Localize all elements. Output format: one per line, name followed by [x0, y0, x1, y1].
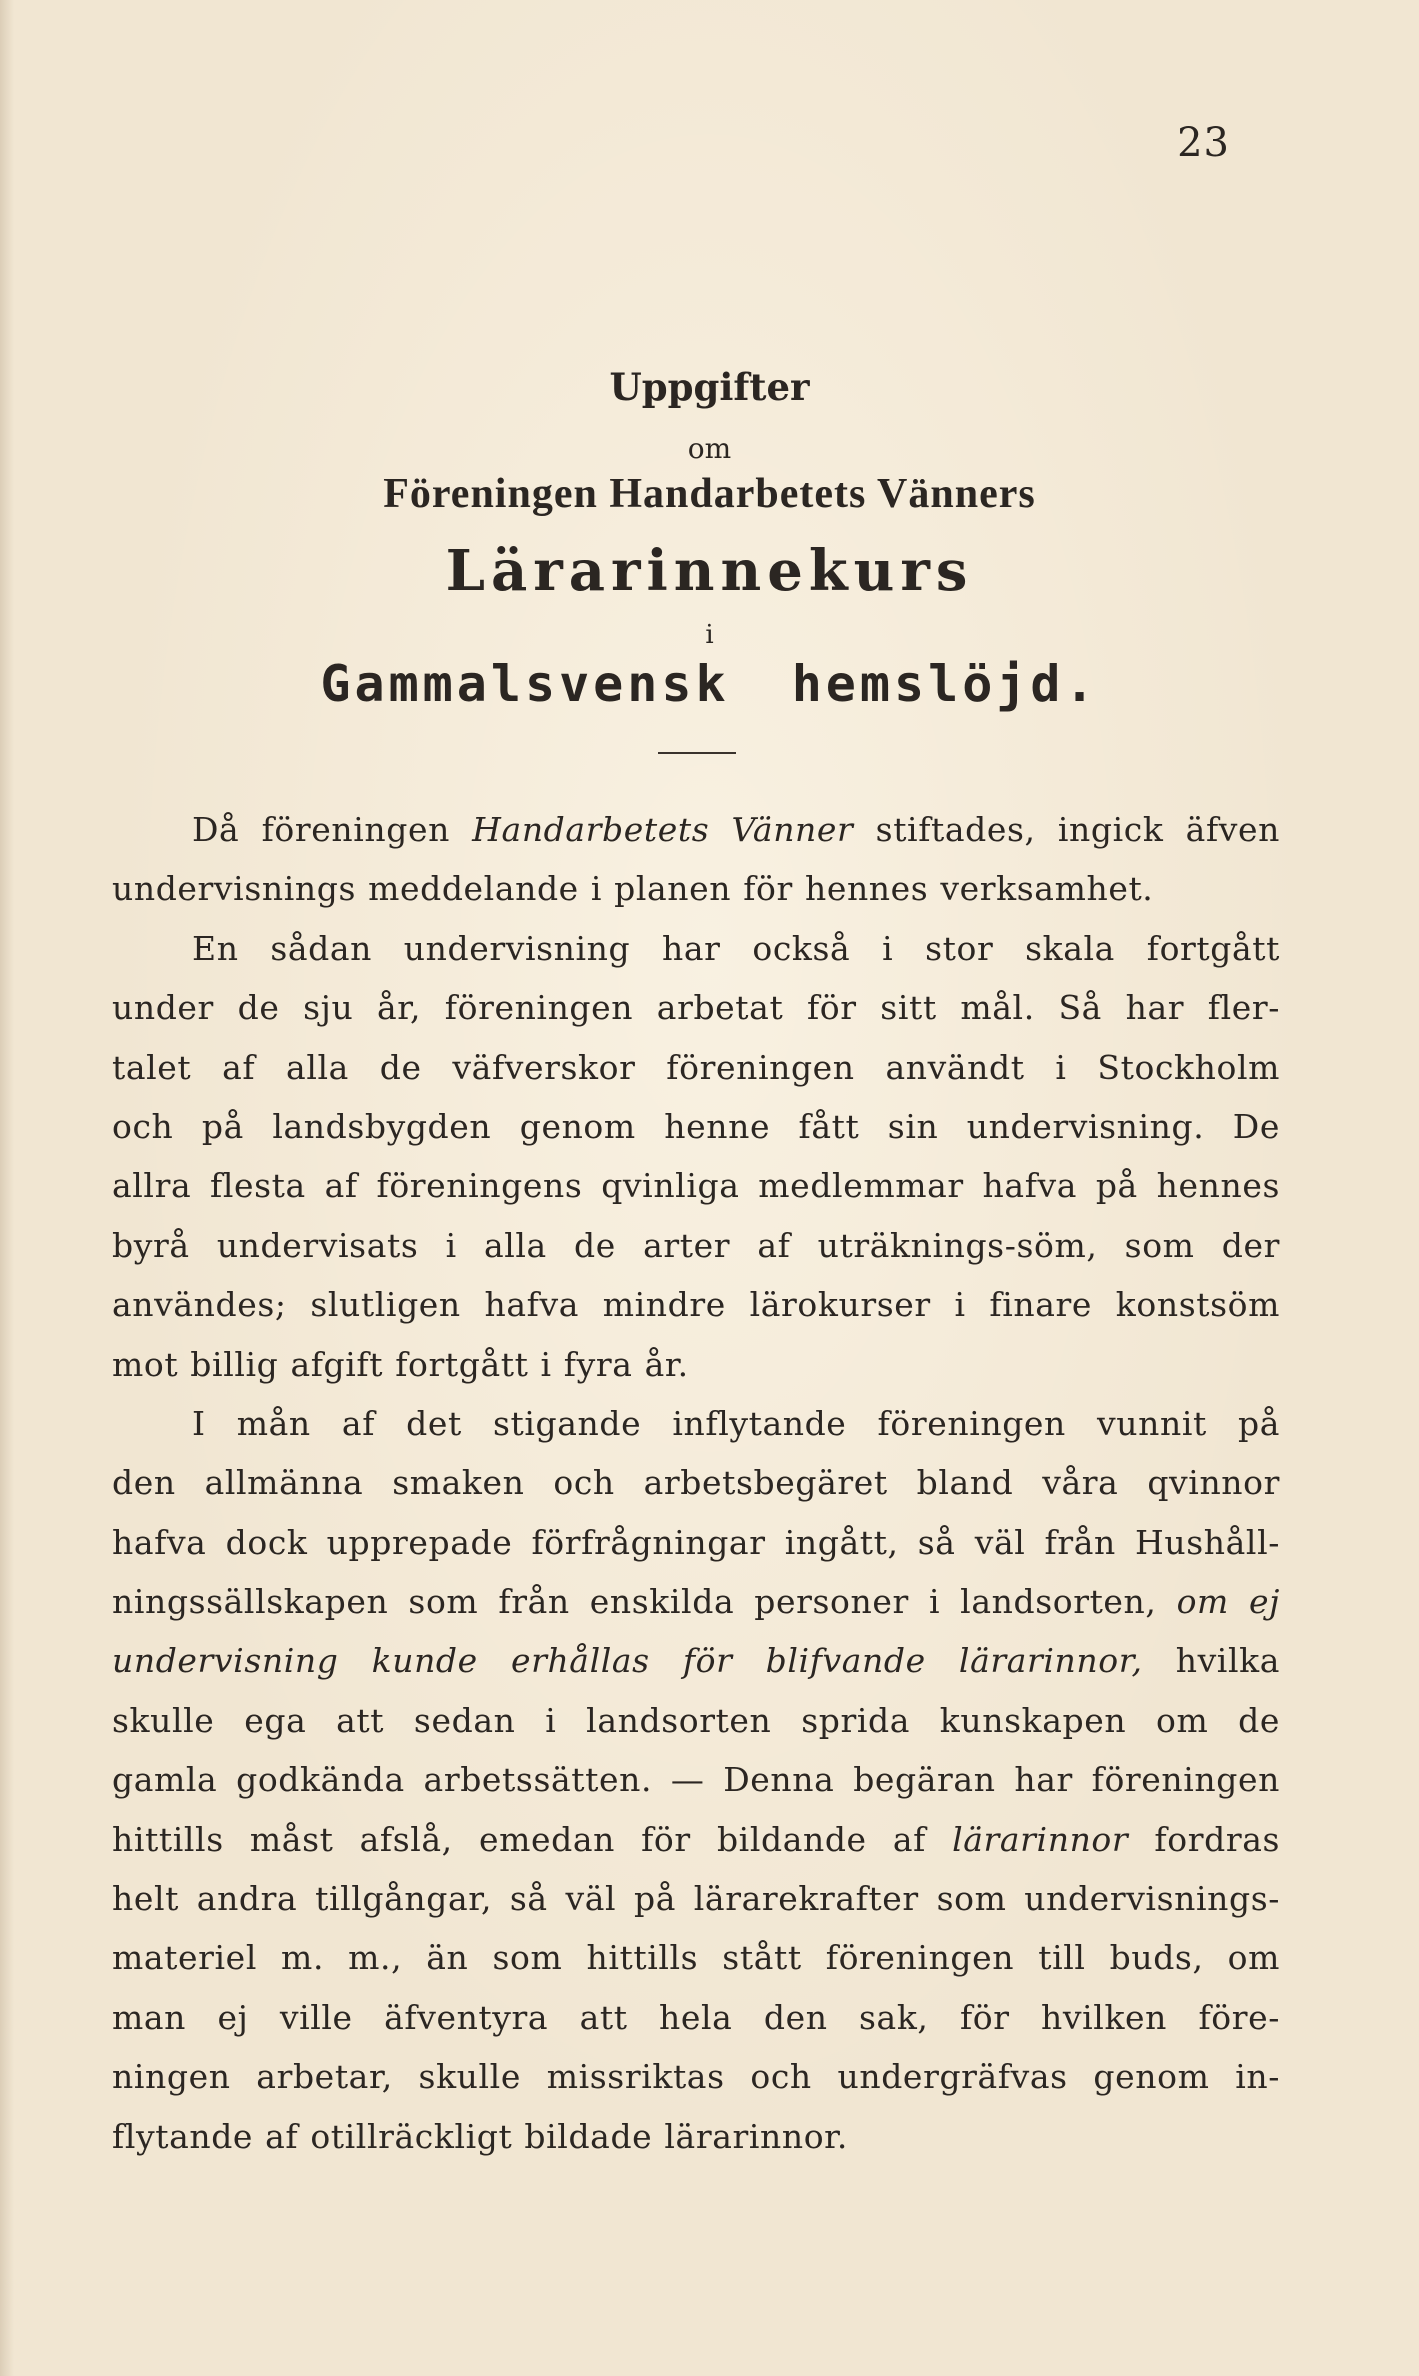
- text-line: flytande af otillräckligt bildade lärarinnor.: [112, 2116, 849, 2156]
- page-number: 23: [1177, 120, 1230, 166]
- text-line: den allmänna smaken och arbetsbegäret bland våra qvinnor: [112, 1463, 1280, 1503]
- title-uppgifter: Uppgifter: [609, 365, 810, 409]
- text-line: hittills måst afslå, emedan för bildande af lärarinnor fordras: [112, 1819, 1281, 1859]
- text-line: man ej ville äfventyra att hela den sak, för hvilken före-: [112, 1997, 1280, 2037]
- text-line: materiel m. m., än som hittills stått föreningen till buds, om: [112, 1938, 1280, 1978]
- text-line: gamla godkända arbetssätten. — Denna begäran har föreningen: [112, 1760, 1280, 1800]
- text-line: allra flesta af föreningens qvinliga medlemmar hafva på hennes: [112, 1166, 1280, 1206]
- text-line: skulle ega att sedan i landsorten sprida kunskapen om de: [112, 1700, 1280, 1740]
- text-line: Då föreningen Handarbetets Vänner stiftades, ingick äfven: [192, 810, 1280, 849]
- text-line: undervisning kunde erhållas för blifvande lärarinnor, hvilka: [112, 1641, 1280, 1681]
- title-divider: [658, 752, 736, 754]
- text-line: ningssällskapen som från enskilda personer i landsorten, om ej: [112, 1582, 1280, 1622]
- text-line: mot billig afgift fortgått i fyra år.: [112, 1344, 689, 1384]
- text-line: En sådan undervisning har också i stor skala fortgått: [192, 928, 1280, 968]
- text-line: byrå undervisats i alla de arter af uträknings-söm, som der: [112, 1225, 1280, 1265]
- text-line: undervisnings meddelande i planen för hennes verksamhet.: [112, 869, 1154, 909]
- title-gammalsvensk: Gammalsvensk hemslöjd.: [320, 655, 1099, 713]
- text-line: hafva dock upprepade förfrågningar ingått, så väl från Hushåll-: [112, 1522, 1280, 1562]
- text-line: I mån af det stigande inflytande föreningen vunnit på: [192, 1403, 1280, 1443]
- text-line: ningen arbetar, skulle missriktas och undergräfvas genom in-: [112, 2057, 1280, 2097]
- title-i: i: [705, 620, 714, 650]
- text-line: och på landsbygden genom henne fått sin undervisning. De: [112, 1106, 1280, 1146]
- title-forening: Föreningen Handarbetets Vänners: [383, 471, 1036, 517]
- text-line: under de sju år, föreningen arbetat för sitt mål. Så har fler-: [112, 988, 1280, 1028]
- body-text: [112, 800, 1280, 2166]
- text-line: helt andra tillgångar, så väl på lärarekrafter som undervisnings-: [112, 1879, 1280, 1919]
- text-line: användes; slutligen hafva mindre lärokurser i finare konstsöm: [112, 1285, 1280, 1325]
- title-om: om: [687, 432, 732, 465]
- text-line: talet af alla de väfverskor föreningen användt i Stockholm: [112, 1047, 1280, 1087]
- title-lararinnekurs: Lärarinnekurs: [445, 538, 974, 604]
